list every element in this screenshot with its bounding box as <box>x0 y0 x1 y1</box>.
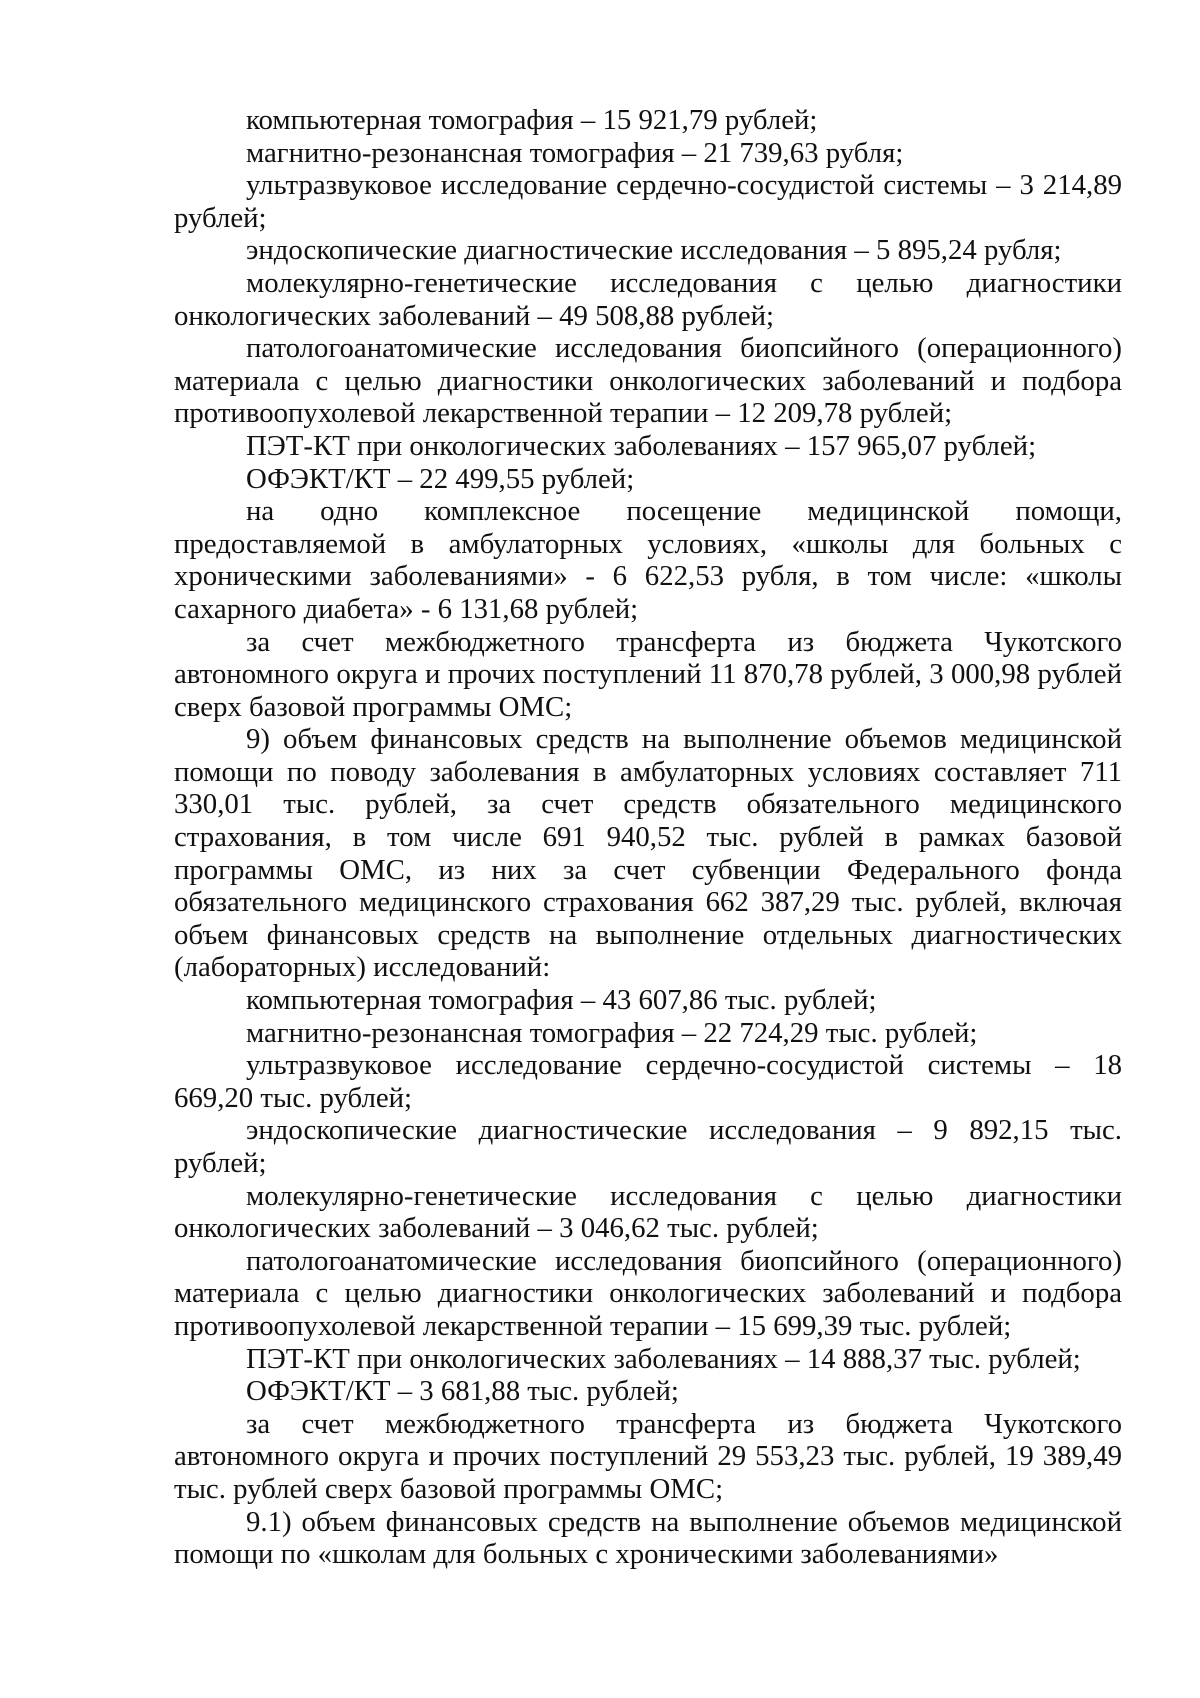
paragraph-pet-ct-volume: ПЭТ-КТ при онкологических заболеваниях – 14 888,37 тыс. рублей; <box>246 1342 1081 1375</box>
paragraph-schools-visit-cost: на одно комплексное посещение медицинской помощи, предоставляемой в амбулаторных условиях, «школы для больных с хроническими заболеваниями» - 6 622,53 рубля, в том числе: «школы сахарного диабета» - 6 131,68 рублей; <box>174 495 1122 625</box>
paragraph-spect-ct-volume: ОФЭКТ/КТ – 3 681,88 тыс. рублей; <box>246 1375 679 1408</box>
paragraph-item-9: 9) объем финансовых средств на выполнение объемов медицинской помощи по поводу заболевания в амбулаторных условиях составляет 711 330,01 тыс. рублей, за счет средств обязательного медицинского страхования, в том числе 691 940,52 тыс. рублей в рамках базовой программы ОМС, из них за счет субвенции Федерального фонда обязательного медицинского страхования 662 387,29 тыс. рублей, включая объем финансовых средств на выполнение отдельных диагностических (лабораторных) исследований: <box>174 723 1122 984</box>
document-page <box>174 104 1122 1571</box>
paragraph-spect-ct-cost: ОФЭКТ/КТ – 22 499,55 рублей; <box>246 462 635 495</box>
paragraph-mri-cost: магнитно-резонансная томография – 21 739,63 рубля; <box>246 136 904 169</box>
paragraph-interbudget-transfer: за счет межбюджетного трансферта из бюджета Чукотского автономного округа и прочих поступлений 11 870,78 рублей, 3 000,98 рублей сверх базовой программы ОМС; <box>174 625 1122 723</box>
paragraph-interbudget-transfer-volume: за счет межбюджетного трансферта из бюджета Чукотского автономного округа и прочих поступлений 29 553,23 тыс. рублей, 19 389,49 тыс. рублей сверх базовой программы ОМС; <box>174 1407 1122 1505</box>
paragraph-molecular-genetic-volume: молекулярно-генетические исследования с целью диагностики онкологических заболеваний – 3 046,62 тыс. рублей; <box>174 1179 1122 1245</box>
paragraph-endoscopy-cost: эндоскопические диагностические исследования – 5 895,24 рубля; <box>246 234 1062 267</box>
paragraph-endoscopy-volume: эндоскопические диагностические исследования – 9 892,15 тыс. рублей; <box>174 1114 1122 1179</box>
paragraph-pathology-cost: патологоанатомические исследования биопсийного (операционного) материала с целью диагностики онкологических заболеваний и подбора противоопухолевой лекарственной терапии – 12 209,78 рублей; <box>174 332 1122 430</box>
paragraph-item-9-1: 9.1) объем финансовых средств на выполнение объемов медицинской помощи по «школам для больных с хроническими заболеваниями» <box>174 1505 1122 1571</box>
paragraph-molecular-genetic-cost: молекулярно-генетические исследования с целью диагностики онкологических заболеваний – 49 508,88 рублей; <box>174 266 1122 332</box>
paragraph-ct-volume: компьютерная томография – 43 607,86 тыс. рублей; <box>246 984 877 1017</box>
paragraph-mri-volume: магнитно-резонансная томография – 22 724,29 тыс. рублей; <box>246 1016 978 1049</box>
paragraph-ultrasound-volume: ультразвуковое исследование сердечно-сосудистой системы – 18 669,20 тыс. рублей; <box>174 1049 1122 1114</box>
paragraph-pathology-volume: патологоанатомические исследования биопсийного (операционного) материала с целью диагностики онкологических заболеваний и подбора противоопухолевой лекарственной терапии – 15 699,39 тыс. рублей; <box>174 1244 1122 1342</box>
paragraph-pet-ct-cost: ПЭТ-КТ при онкологических заболеваниях – 157 965,07 рублей; <box>246 429 1037 462</box>
paragraph-ct-cost: компьютерная томография – 15 921,79 рублей; <box>246 104 818 136</box>
paragraph-ultrasound-cost: ультразвуковое исследование сердечно-сосудистой системы – 3 214,89 рублей; <box>174 169 1122 234</box>
